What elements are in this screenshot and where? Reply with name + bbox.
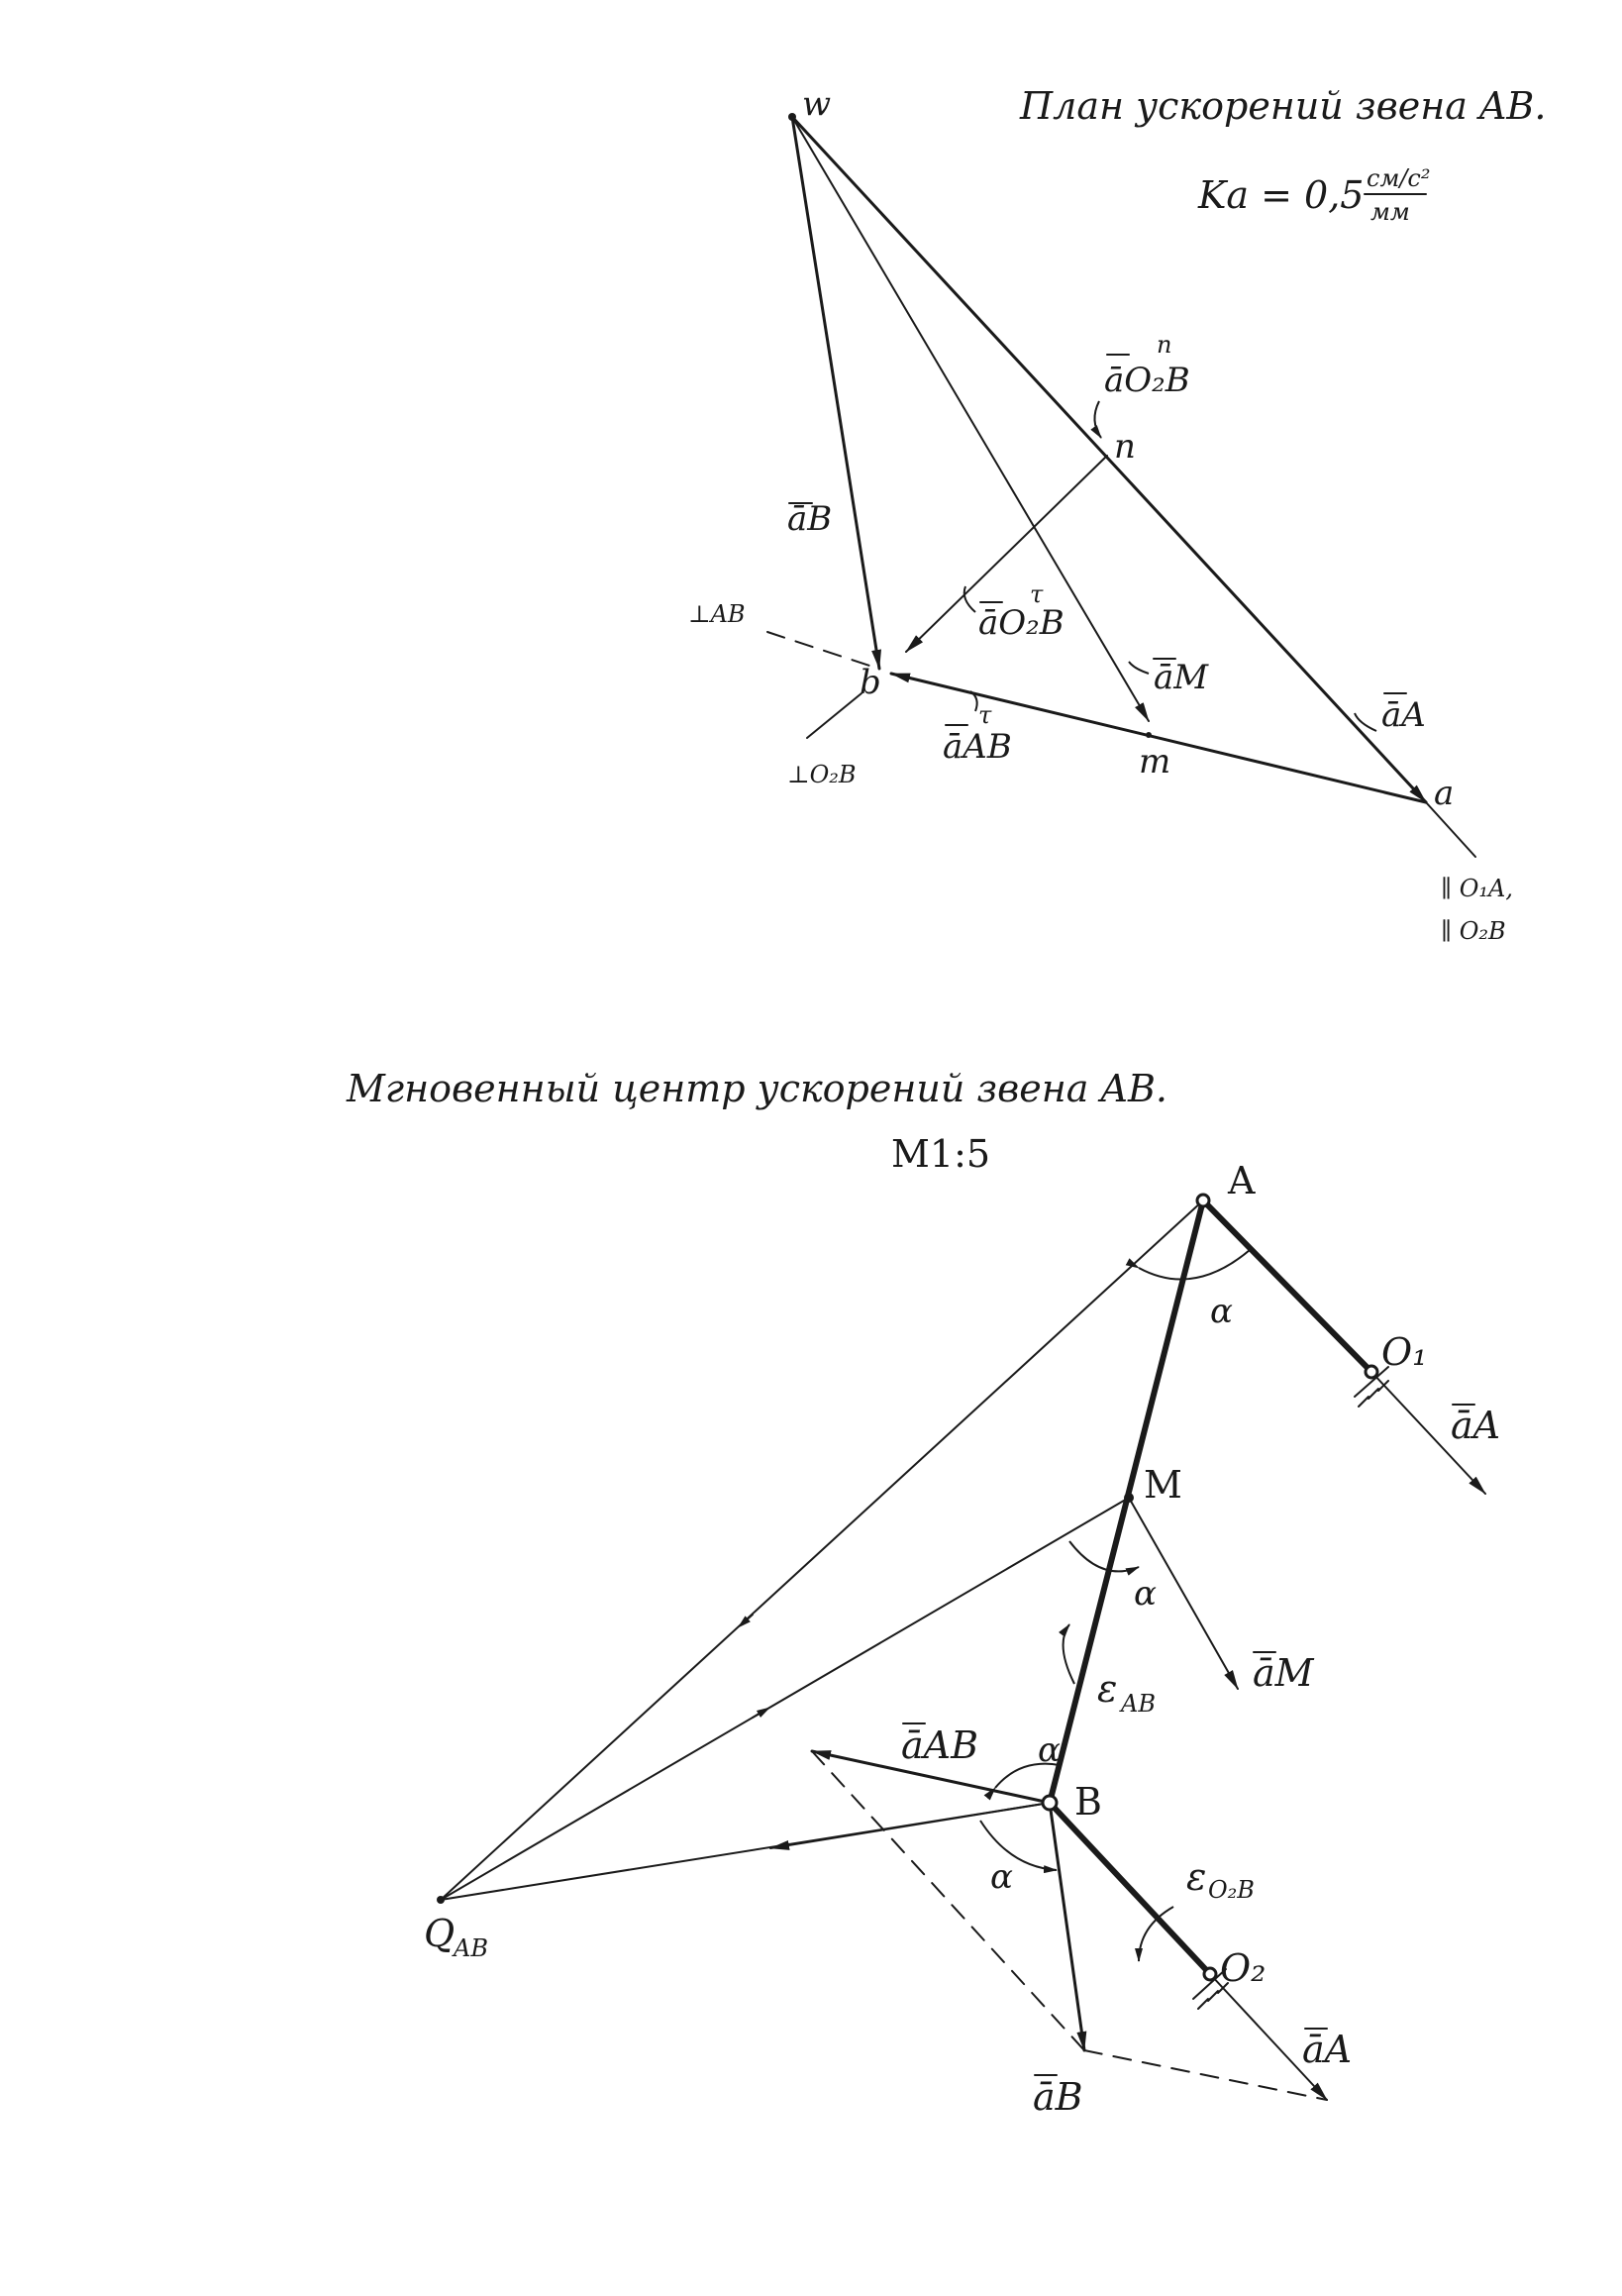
- svg-text:āM: āM: [1154, 658, 1209, 697]
- vector-aA-plan: [792, 117, 1426, 802]
- svg-text:āAB: āAB: [943, 727, 1012, 767]
- vector-aB: [1050, 1803, 1084, 2050]
- point-b-label: b: [860, 663, 881, 702]
- label-aB: [1033, 2075, 1083, 2119]
- point-Q-label: [424, 1912, 488, 1962]
- label-aM: [1253, 1651, 1315, 1695]
- label-eps-O2B: [1186, 1855, 1255, 1904]
- pole-w-label: w: [802, 84, 832, 124]
- svg-text:O₂B: O₂B: [1208, 1876, 1255, 1904]
- label-aB-plan: [787, 499, 832, 539]
- point-a-label: a: [1434, 774, 1455, 813]
- point-m-label: m: [1139, 742, 1171, 782]
- parallel-annotation-2: ∥ O₂B: [1441, 917, 1506, 945]
- plan-scale-prefix: Ka = 0,5: [1198, 173, 1365, 217]
- alpha-label-M: α: [1134, 1574, 1157, 1614]
- point-M-dot: [1124, 1493, 1134, 1503]
- svg-text:Q: Q: [424, 1912, 456, 1955]
- parallel-annotation-1: ∥ O₁A,: [1441, 875, 1513, 902]
- point-O1-label: O₁: [1381, 1330, 1428, 1374]
- joint-O1: [1366, 1366, 1377, 1378]
- perp-O2B-annotation: ⊥O₂B: [787, 761, 857, 788]
- label-aA-plan: [1355, 693, 1426, 735]
- label-eps-AB: [1097, 1667, 1156, 1718]
- label-aA-top: [1451, 1404, 1500, 1447]
- svg-text:āB: āB: [787, 499, 833, 539]
- point-A-label: A: [1228, 1159, 1256, 1202]
- point-n-label: n: [1114, 427, 1136, 467]
- svg-text:āM: āM: [1253, 1651, 1314, 1695]
- svg-text:āA: āA: [1381, 695, 1426, 735]
- center-title: Мгновенный центр ускорений звена AB.: [347, 1067, 1167, 1110]
- vector-from-B-toward-Q: [770, 1803, 1050, 1848]
- instantaneous-center-diagram: [346, 1067, 1500, 2119]
- label-aM-plan: [1129, 658, 1209, 697]
- alpha-label-B-upper: α: [1038, 1730, 1061, 1770]
- eps-AB-arc: [1064, 1624, 1074, 1684]
- joint-B: [1043, 1796, 1057, 1810]
- line-Q-M: [441, 1498, 1129, 1900]
- angle-arc-M: [1069, 1541, 1139, 1571]
- center-scale: M1:5: [891, 1132, 991, 1176]
- svg-text:ε: ε: [1097, 1667, 1118, 1711]
- plan-title: План ускорений звена AB.: [1020, 84, 1547, 128]
- arrow-Q-M: [753, 1711, 764, 1718]
- svg-text:AB: AB: [1121, 1690, 1156, 1718]
- label-aAB: [901, 1723, 978, 1767]
- svg-text:n: n: [1157, 331, 1172, 359]
- alpha-label-B-lower: α: [990, 1857, 1013, 1897]
- svg-text:āB: āB: [1033, 2075, 1083, 2119]
- plan-scale: [1197, 164, 1431, 226]
- svg-text:τ: τ: [1030, 580, 1044, 608]
- point-m-dot: [1146, 732, 1152, 738]
- svg-text:τ: τ: [978, 701, 992, 729]
- svg-text:āO₂B: āO₂B: [1104, 361, 1190, 400]
- plan-scale-numerator: см/с²: [1367, 164, 1431, 192]
- perp-AB-guide: [767, 632, 869, 666]
- link-AO1: [1203, 1200, 1371, 1372]
- label-aO2B-tau-plan: [964, 580, 1064, 643]
- svg-text:āA: āA: [1451, 1404, 1501, 1447]
- dashed-parallelogram-bottom: [1084, 2050, 1327, 2100]
- plan-scale-denominator: мм: [1370, 198, 1410, 226]
- perp-O2B-guide: [807, 693, 862, 738]
- svg-text:AB: AB: [454, 1934, 488, 1962]
- alpha-label-A: α: [1210, 1292, 1233, 1331]
- perp-AB-annotation: ⊥AB: [688, 600, 746, 628]
- arrow-A-Q: [743, 1615, 753, 1623]
- label-aO2B-n-plan: [1094, 331, 1189, 438]
- label-aA-bottom: [1302, 2028, 1352, 2071]
- dashed-parallelogram-left: [812, 1751, 1084, 2050]
- joint-A: [1197, 1195, 1209, 1206]
- point-O2-label: O₂: [1220, 1946, 1267, 1990]
- joint-O2: [1204, 1968, 1216, 1980]
- label-aAB-tau-plan: [943, 691, 1012, 767]
- point-B-label: B: [1074, 1780, 1102, 1824]
- svg-text:āAB: āAB: [901, 1723, 979, 1767]
- svg-text:āO₂B: āO₂B: [978, 603, 1064, 643]
- svg-text:āA: āA: [1302, 2028, 1353, 2071]
- point-M-label: M: [1144, 1463, 1182, 1507]
- point-Q-dot: [437, 1896, 445, 1904]
- angle-arc-A: [1139, 1250, 1250, 1280]
- vector-aB-plan: [792, 117, 879, 669]
- svg-text:ε: ε: [1186, 1855, 1207, 1899]
- acceleration-plan: [688, 84, 1546, 945]
